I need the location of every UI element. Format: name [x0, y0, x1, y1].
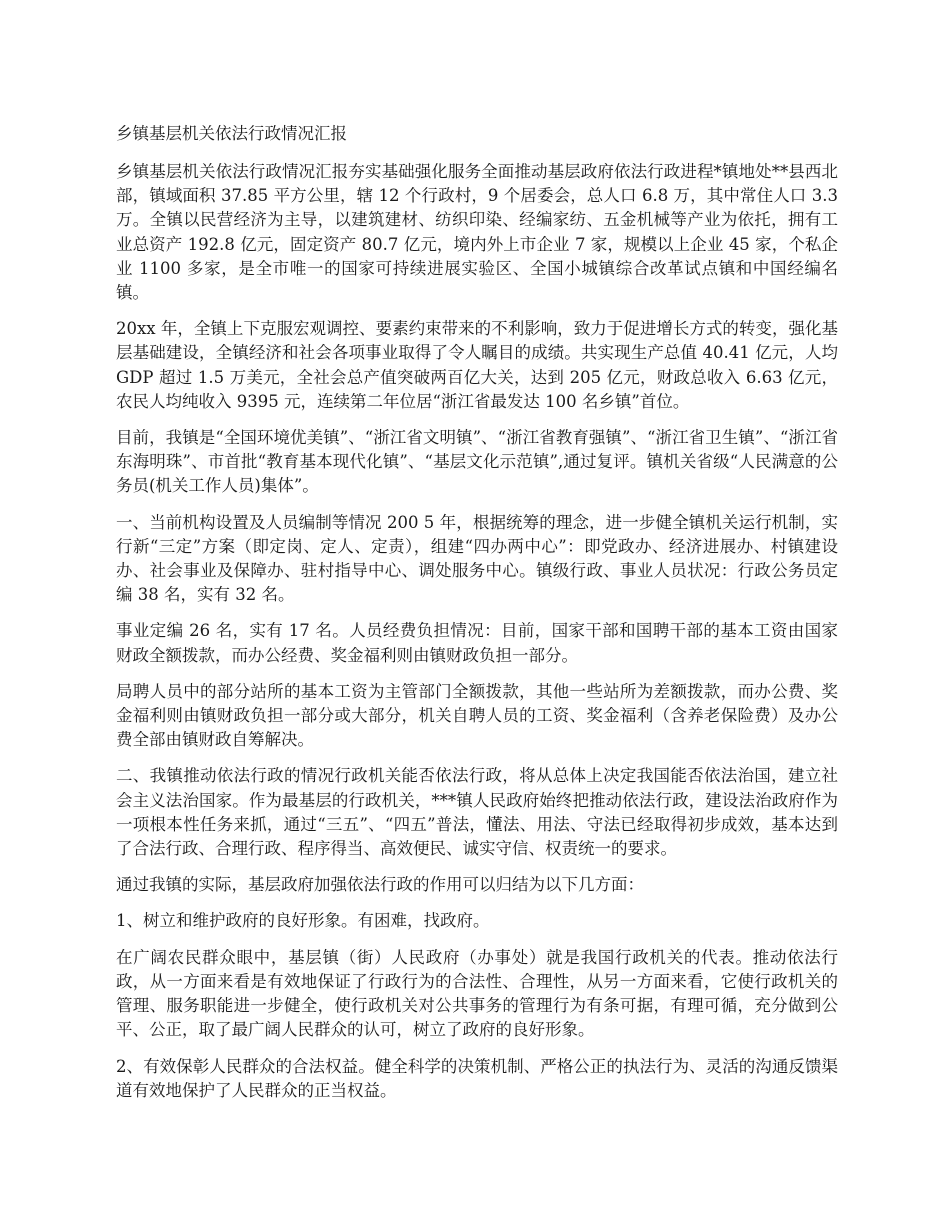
paragraph-point-2: 2、有效保彰人民群众的合法权益。健全科学的决策机制、严格公正的执法行为、灵活的沟通反馈渠道有效地保护了人民群众的正当权益。 [116, 1056, 838, 1100]
paragraph-point-1-detail: 在广阔农民群众眼中，基层镇（街）人民政府（办事处）就是我国行政机关的代表。推动依法行政，从一方面来看是有效地保证了行政行为的合法性、合理性，从另一方面来看，它使行政机关的管理、服务职能进一步健全，使行政机关对公共事务的管理行为有条可据，有理可循，充分做到公平、公正，取了最广阔人民群众的认可，树立了政府的良好形象。 [116, 947, 838, 1040]
paragraph-point-1: 1、树立和维护政府的良好形象。有困难，找政府。 [116, 911, 490, 931]
paragraph-organization: 一、当前机构设置及人员编制等情况 200 5 年，根据统筹的理念，进一步健全镇机关运行机制，实行新“三定”方案（即定岗、定人、定责），组建“四办两中心”：即党政办、经济进展办、村镇建设办、社会事业及保障办、驻村指导中心、调处服务中心。镇级行政、事业人员状况：行政公务员定编 38 名，实有 32 名。 [116, 512, 838, 605]
paragraph-summary: 通过我镇的实际，基层政府加强依法行政的作用可以归结为以下几方面： [116, 875, 644, 895]
paragraph-overview: 乡镇基层机关依法行政情况汇报夯实基础强化服务全面推动基层政府依法行政进程*镇地处**县西北部，镇域面积 37.85 平方公里，辖 12 个行政村，9 个居委会，总人口 6.8 万，其中常住人口 3.3 万。全镇以民营经济为主导，以建筑建材、纺织印染、经编家纺、五金机械等产业为依托，拥有工业总资产 192.8 亿元，固定资产 80.7 亿元，境内外上市企业 7 家，规模以上企业 45 家，个私企业 1100 多家，是全市唯一的国家可持续进展实验区、全国小城镇综合改革试点镇和中国经编名镇。 [116, 162, 838, 303]
paragraph-rule-of-law: 二、我镇推动依法行政的情况行政机关能否依法行政，将从总体上决定我国能否依法治国，建立社会主义法治国家。作为最基层的行政机关，***镇人民政府始终把推动依法行政，建设法治政府作为一项根本性任务来抓，通过“三五”、“四五”普法，懂法、用法、守法已经取得初步成效，基本达到了合法行政、合理行政、程序得当、高效便民、诚实守信、权责统一的要求。 [116, 766, 838, 859]
paragraph-economy: 20xx 年，全镇上下克服宏观调控、要素约束带来的不利影响，致力于促进增长方式的转变，强化基层基础建设，全镇经济和社会各项事业取得了令人瞩目的成绩。共实现生产总值 40.41 亿元，人均 GDP 超过 1.5 万美元，全社会总产值突破两百亿大关，达到 205 亿元，财政总收入 6.63 亿元，农民人均纯收入 9395 元，连续第二年位居“浙江省最发达 100 名乡镇”首位。 [116, 319, 838, 411]
paragraph-funding: 局聘人员中的部分站所的基本工资为主管部门全额拨款，其他一些站所为差额拨款，而办公费、奖金福利则由镇财政负担一部分或大部分，机关自聘人员的工资、奖金福利（含养老保险费）及办公费全部由镇财政自筹解决。 [116, 681, 838, 750]
paragraph-honors: 目前，我镇是“全国环境优美镇”、“浙江省文明镇”、“浙江省教育强镇”、“浙江省卫生镇”、“浙江省东海明珠”、市首批“教育基本现代化镇”、“基层文化示范镇”,通过复评。镇机关省级“人民满意的公务员(机关工作人员)集体”。 [116, 428, 838, 496]
document-page [116, 122, 838, 1115]
document-title: 乡镇基层机关依法行政情况汇报 [116, 124, 347, 143]
paragraph-staffing: 事业定编 26 名，实有 17 名。人员经费负担情况：目前，国家干部和国聘干部的基本工资由国家财政全额拨款，而办公经费、奖金福利则由镇财政负担一部分。 [116, 621, 838, 665]
